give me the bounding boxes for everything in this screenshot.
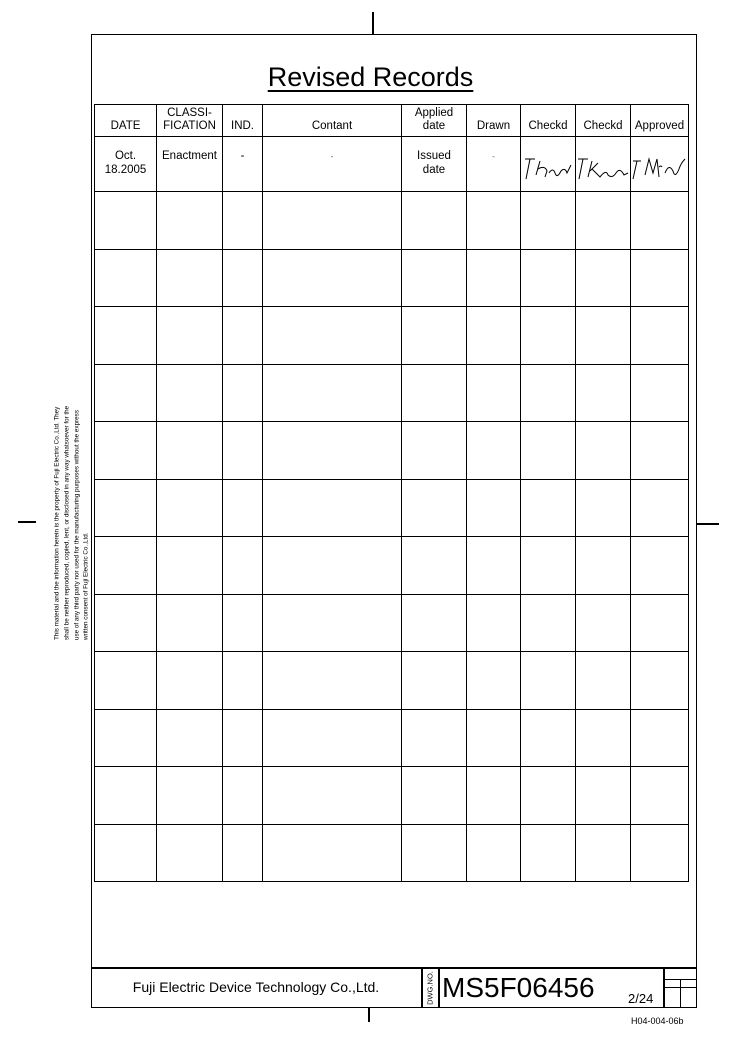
table-row — [95, 824, 689, 882]
table-cell — [263, 422, 402, 480]
confidentiality-notice-text: This material and the information herein is the property of Fuji Electric Co.,Ltd. They shall be neither reproduced, copied, lent, or disclosed in any way whatsoever for the use of any third party nor used for the manufacturing purposes without the express written consent of Fuji Electric Co.,Ltd. — [53, 405, 90, 640]
table-cell — [263, 767, 402, 825]
table-cell — [263, 307, 402, 365]
table-cell — [402, 479, 467, 537]
header-applied-date: Applied date — [402, 105, 467, 137]
drawing-number-label — [424, 970, 436, 1006]
table-cell — [95, 364, 157, 422]
signature-checked-2 — [576, 137, 631, 192]
cell-date: Oct. 18.2005 — [95, 137, 157, 192]
table-cell — [631, 364, 689, 422]
table-row — [95, 364, 689, 422]
page-title — [0, 62, 741, 93]
table-cell — [521, 192, 576, 250]
table-cell — [157, 307, 223, 365]
table-cell — [263, 249, 402, 307]
table-cell — [157, 767, 223, 825]
table-row — [95, 537, 689, 595]
table-cell — [521, 824, 576, 882]
header-approved: Approved — [631, 105, 689, 137]
table-cell — [402, 364, 467, 422]
table-cell — [157, 479, 223, 537]
table-cell — [223, 594, 263, 652]
table-cell — [631, 307, 689, 365]
header-ind: IND. — [223, 105, 263, 137]
table-cell — [467, 652, 521, 710]
table-row — [95, 652, 689, 710]
table-cell — [521, 249, 576, 307]
table-cell — [576, 422, 631, 480]
table-cell — [157, 594, 223, 652]
table-cell — [631, 594, 689, 652]
table-cell — [576, 479, 631, 537]
form-code: H04-004-06b — [631, 1016, 684, 1026]
table-cell — [631, 422, 689, 480]
table-cell — [95, 652, 157, 710]
table-cell — [157, 364, 223, 422]
table-cell — [223, 824, 263, 882]
title-block-divider-1 — [421, 967, 423, 1008]
table-cell — [95, 767, 157, 825]
header-date: DATE — [95, 105, 157, 137]
table-cell — [223, 479, 263, 537]
header-checked-2: Checkd — [576, 105, 631, 137]
table-cell — [95, 249, 157, 307]
signature-checked-1 — [521, 137, 576, 192]
table-cell — [521, 479, 576, 537]
table-cell — [223, 307, 263, 365]
table-cell — [223, 537, 263, 595]
table-cell — [157, 422, 223, 480]
table-row — [95, 249, 689, 307]
table-cell — [95, 422, 157, 480]
company-name: Fuji Electric Device Technology Co.,Ltd. — [132, 979, 380, 995]
signature-approved — [631, 137, 689, 192]
title-block-rev-line-3 — [680, 979, 681, 1008]
table-cell — [576, 192, 631, 250]
table-cell — [223, 192, 263, 250]
table-cell — [157, 824, 223, 882]
table-cell — [467, 364, 521, 422]
table-cell — [223, 249, 263, 307]
table-cell — [631, 537, 689, 595]
table-cell — [521, 364, 576, 422]
table-cell — [157, 709, 223, 767]
table-cell — [263, 652, 402, 710]
header-row — [95, 105, 689, 137]
table-cell — [467, 192, 521, 250]
table-cell — [263, 364, 402, 422]
registration-mark-top — [372, 12, 374, 34]
table-cell — [402, 709, 467, 767]
cell-applied-date: Issued date — [402, 137, 467, 192]
table-cell — [95, 537, 157, 595]
table-cell — [157, 192, 223, 250]
table-cell — [576, 652, 631, 710]
table-row — [95, 137, 689, 192]
title-block-divider-2 — [438, 967, 440, 1008]
table-cell — [576, 249, 631, 307]
page-title-text: Revised Records — [267, 62, 474, 92]
table-cell — [576, 364, 631, 422]
table-cell — [467, 594, 521, 652]
table-cell — [402, 249, 467, 307]
table-cell — [402, 767, 467, 825]
cell-classification: Enactment — [157, 137, 223, 192]
table-cell — [263, 192, 402, 250]
drawing-number-label-text: DWG.NO. — [425, 971, 435, 1005]
title-block — [91, 967, 697, 1008]
table-cell — [223, 709, 263, 767]
table-cell — [223, 767, 263, 825]
table-cell — [521, 594, 576, 652]
table-cell — [402, 537, 467, 595]
header-content: Contant — [263, 105, 402, 137]
table-cell — [263, 479, 402, 537]
table-cell — [157, 537, 223, 595]
registration-mark-left — [18, 521, 36, 523]
table-cell — [576, 307, 631, 365]
table-cell — [631, 652, 689, 710]
table-cell — [631, 709, 689, 767]
table-cell — [402, 652, 467, 710]
table-row — [95, 594, 689, 652]
confidentiality-notice — [49, 400, 95, 640]
cell-drawn-text: - — [492, 152, 495, 161]
cell-ind: - — [223, 137, 263, 192]
table-cell — [263, 824, 402, 882]
cell-drawn — [467, 137, 521, 192]
signature-approved-image — [631, 155, 689, 185]
table-cell — [631, 767, 689, 825]
table-cell — [576, 537, 631, 595]
table-cell — [95, 192, 157, 250]
table-cell — [95, 594, 157, 652]
table-cell — [576, 709, 631, 767]
title-block-top-border — [91, 967, 697, 969]
table-cell — [157, 652, 223, 710]
table-cell — [223, 422, 263, 480]
table-cell — [263, 594, 402, 652]
page-number: 2/24 — [628, 991, 654, 1006]
registration-mark-bottom — [368, 1008, 370, 1022]
table-cell — [467, 537, 521, 595]
table-cell — [631, 249, 689, 307]
header-drawn: Drawn — [467, 105, 521, 137]
table-cell — [402, 422, 467, 480]
table-row — [95, 422, 689, 480]
table-cell — [631, 479, 689, 537]
signature-checked-1-image — [521, 155, 576, 185]
table-cell — [402, 192, 467, 250]
table-cell — [467, 249, 521, 307]
table-row — [95, 192, 689, 250]
table-cell — [95, 479, 157, 537]
table-cell — [521, 709, 576, 767]
cell-content-text: - — [330, 152, 334, 161]
table-cell — [521, 307, 576, 365]
table-cell — [95, 824, 157, 882]
table-cell — [467, 422, 521, 480]
table-cell — [576, 594, 631, 652]
table-cell — [521, 767, 576, 825]
revision-table — [94, 104, 689, 882]
table-cell — [95, 709, 157, 767]
table-cell — [223, 364, 263, 422]
table-cell — [402, 594, 467, 652]
table-cell — [521, 537, 576, 595]
drawing-number: MS5F06456 — [442, 972, 595, 1003]
table-cell — [467, 307, 521, 365]
signature-checked-2-image — [576, 155, 631, 185]
table-cell — [263, 537, 402, 595]
registration-mark-right — [697, 523, 719, 525]
table-cell — [402, 307, 467, 365]
header-checked-1: Checkd — [521, 105, 576, 137]
table-cell — [223, 652, 263, 710]
table-cell — [263, 709, 402, 767]
header-classification: CLASSI- FICATION — [157, 105, 223, 137]
table-cell — [521, 652, 576, 710]
table-cell — [521, 422, 576, 480]
table-cell — [95, 307, 157, 365]
table-cell — [467, 479, 521, 537]
table-cell — [576, 767, 631, 825]
table-row — [95, 767, 689, 825]
table-cell — [467, 824, 521, 882]
table-cell — [157, 249, 223, 307]
table-row — [95, 479, 689, 537]
table-row — [95, 307, 689, 365]
table-cell — [631, 192, 689, 250]
table-cell — [402, 824, 467, 882]
table-cell — [576, 824, 631, 882]
cell-content — [263, 137, 402, 192]
table-cell — [467, 709, 521, 767]
table-cell — [631, 824, 689, 882]
table-row — [95, 709, 689, 767]
table-cell — [467, 767, 521, 825]
